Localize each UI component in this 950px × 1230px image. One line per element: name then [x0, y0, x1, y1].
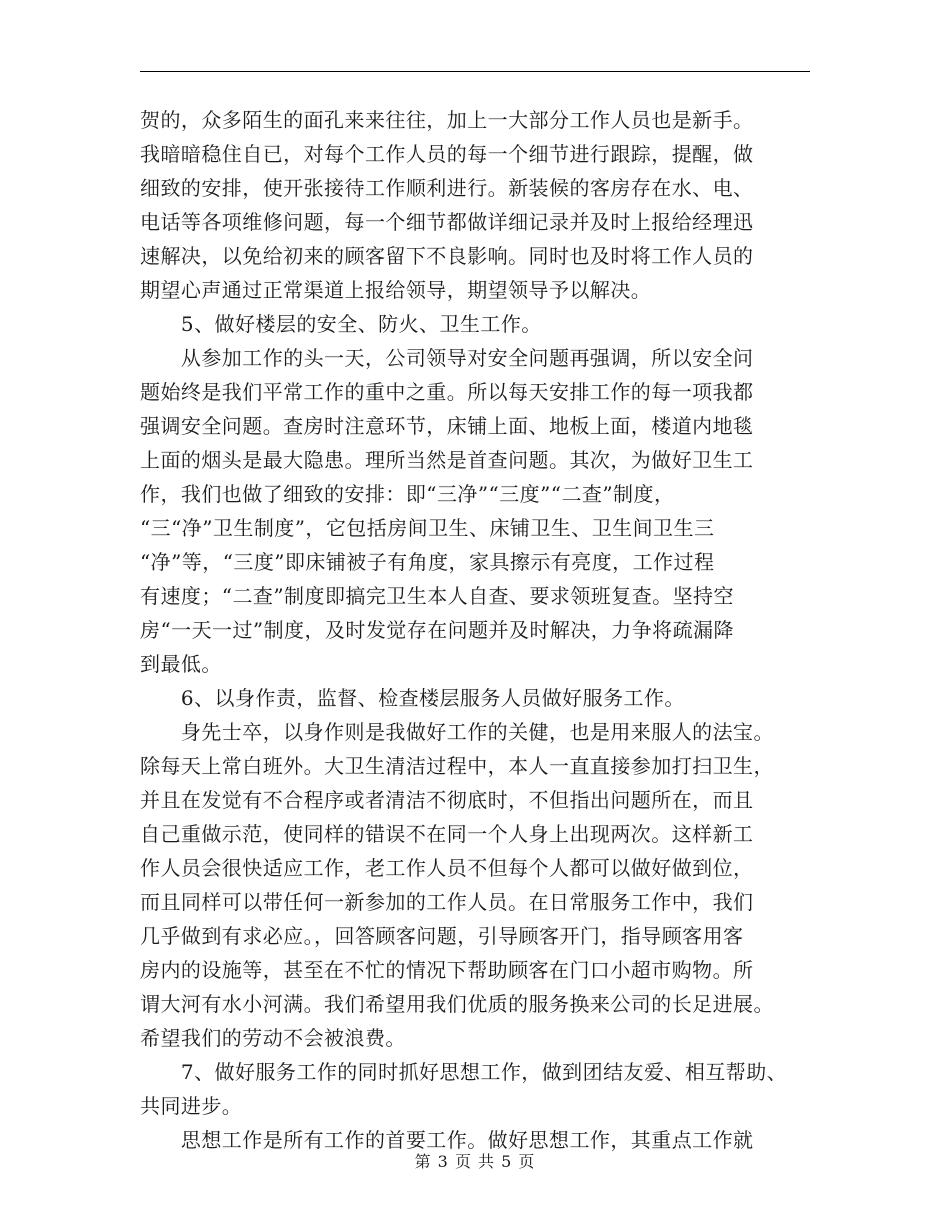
- text-line: 几乎做到有求必应。，回答顾客问题，引导顾客开门，指导顾客用客: [140, 924, 744, 948]
- text-line: 从参加工作的头一天，公司领导对安全问题再强调，所以安全问: [140, 346, 754, 370]
- text-line: 上面的烟头是最大隐患。理所当然是首查问题。其次，为做好卫生工: [140, 448, 754, 472]
- text-line: 身先士卒，以身作则是我做好工作的关健，也是用来服人的法宝。: [140, 720, 774, 744]
- text-line: 电话等各项维修问题，每一个细节都做详细记录并及时上报给经理迅: [140, 210, 754, 234]
- text-line: 并且在发觉有不合程序或者清洁不彻底时，不但指出问题所在，而且: [140, 788, 754, 812]
- text-line: 有速度；“二查”制度即搞完卫生本人自查、要求领班复查。坚持空: [140, 584, 734, 608]
- text-line: 房内的设施等，甚至在不忙的情况下帮助顾客在门口小超市购物。所: [140, 958, 754, 982]
- text-line: 作人员会很快适应工作，老工作人员不但每个人都可以做好做到位，: [140, 856, 754, 880]
- header-rule: [140, 71, 810, 72]
- text-line: 速解决，以免给初来的顾客留下不良影响。同时也及时将工作人员的: [140, 244, 754, 268]
- text-line: 思想工作是所有工作的首要工作。做好思想工作，其重点工作就: [140, 1128, 754, 1152]
- text-line: 自己重做示范，使同样的错误不在同一个人身上出现两次。这样新工: [140, 822, 754, 846]
- section-heading: 5、做好楼层的安全、防火、卫生工作。: [140, 312, 542, 336]
- text-line: 除每天上常白班外。大卫生清洁过程中，本人一直直接参加打扫卫生，: [140, 754, 774, 778]
- section-heading: 6、以身作责，监督、检查楼层服务人员做好服务工作。: [140, 686, 685, 710]
- text-line: “净”等，“三度”即床铺被子有角度，家具擦示有亮度，工作过程: [140, 550, 715, 574]
- text-line: 作，我们也做了细致的安排：即“三净”“三度”“二查”制度，: [140, 482, 675, 506]
- text-line: 希望我们的劳动不会被浪费。: [140, 1026, 406, 1050]
- page-number: 第 3 页 共 5 页: [414, 1152, 536, 1171]
- text-line: 我暗暗稳住自已，对每个工作人员的每一个细节进行跟踪，提醒，做: [140, 142, 754, 166]
- text-line: 贺的，众多陌生的面孔来来往往，加上一大部分工作人员也是新手。: [140, 108, 754, 132]
- text-line: “三“净”卫生制度”，它包括房间卫生、床铺卫生、卫生间卫生三: [140, 516, 715, 540]
- section-heading: 7、做好服务工作的同时抓好思想工作，做到团结友爱、相互帮助、: [140, 1060, 788, 1084]
- text-line: 而且同样可以带任何一新参加的工作人员。在日常服务工作中，我们: [140, 890, 754, 914]
- text-line: 谓大河有水小河满。我们希望用我们优质的服务换来公司的长足进展。: [140, 992, 774, 1016]
- text-line: 强调安全问题。查房时注意环节，床铺上面、地板上面，楼道内地毯: [140, 414, 754, 438]
- text-line: 共同进步。: [140, 1094, 243, 1118]
- text-line: 细致的安排，使开张接待工作顺利进行。新装候的客房存在水、电、: [140, 176, 754, 200]
- text-line: 题始终是我们平常工作的重中之重。所以每天安排工作的每一项我都: [140, 380, 754, 404]
- text-line: 期望心声通过正常渠道上报给领导，期望领导予以解决。: [140, 278, 652, 302]
- text-line: 到最低。: [140, 652, 222, 676]
- text-line: 房“一天一过”制度，及时发觉存在问题并及时解决，力争将疏漏降: [140, 618, 734, 642]
